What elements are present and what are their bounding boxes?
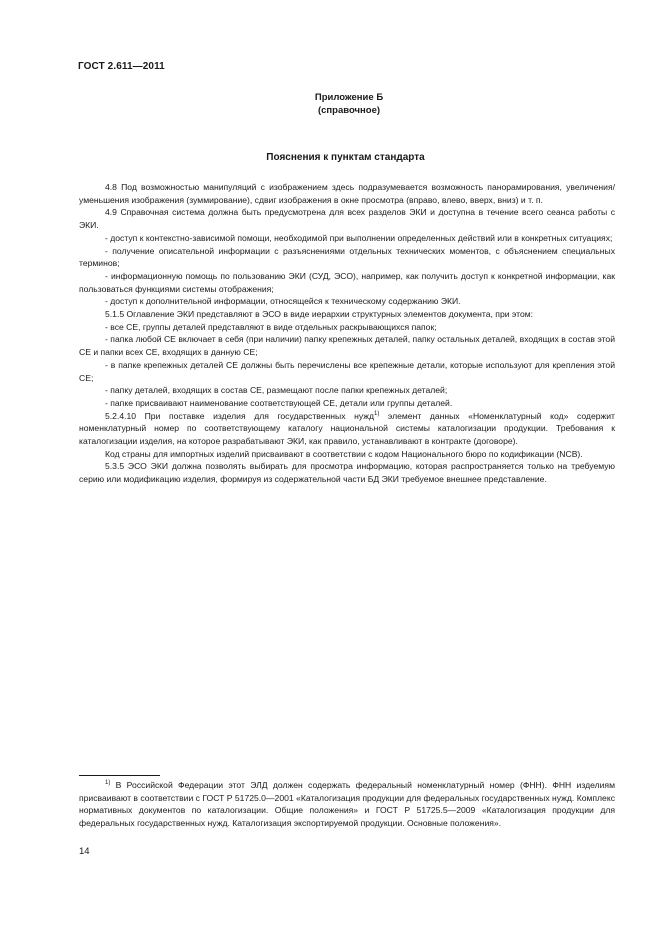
- footnote-text: [79, 779, 615, 829]
- paragraph-4-8: 4.8 Под возможностью манипуляций с изображением здесь подразумевается возможность панорамирования, увеличения/уменьшения изображения (зуммирование), сдвиг изображения в окне просмотра (вправо, влево, вверх, вниз) и т. п.: [79, 182, 615, 205]
- list-item: - папке присваивают наименование соответствующей СЕ, детали или группы деталей.: [105, 397, 453, 408]
- appendix-subtitle: (справочное): [317, 105, 381, 116]
- list-item: - доступ к дополнительной информации, относящейся к техническому содержанию ЭКИ.: [105, 296, 461, 307]
- list-item: - информационную помощь по пользованию ЭКИ (СУД, ЭСО), например, как получить доступ к конкретной информации, как пользоваться функциями системы отображения;: [79, 270, 615, 294]
- paragraph-text: элемент данных «Номенклатурный код» содержит номенклатурный номер по соответствующему каталогу национальной системы каталогизации продукции. Требования к каталогизации изделия, на которое разрабатывают ЭКИ, как правило, устанавливают в контракте (договоре).: [79, 410, 615, 447]
- section-title: Пояснения к пунктам стандарта: [266, 152, 425, 163]
- list-item: - доступ к контекстно-зависимой помощи, необходимой при выполнении определенных действий или в конкретных ситуациях;: [105, 232, 613, 243]
- list-item: - папку деталей, входящих в состав СЕ, размещают после папки крепежных деталей;: [105, 385, 448, 396]
- paragraph-5-3-5: 5.3.5 ЭСО ЭКИ должна позволять выбирать для просмотра информацию, которая распространяется только на требуемую серию или модификацию изделия, формируя из содержательной части БД ЭКИ требуемое внешнее представление.: [79, 461, 615, 485]
- body-text: [79, 181, 615, 486]
- list-item: - в папке крепежных деталей СЕ должны быть перечислены все крепежные детали, которые используют для крепления этой СЕ;: [79, 359, 615, 383]
- list-item: - получение описательной информации с разъяснениями отдельных технических моментов, с объяснением специальных терминов;: [79, 245, 615, 269]
- footnote-body: В Российской Федерации этот ЭЛД должен содержать федеральный номенклатурный номер (ФНН). ФНН изделиям присваивают в соответствии с ГОСТ Р 51725.0—2001 «Каталогизация продукции для федеральных государственных нужд. Комплекс нормативных документов по каталогизации. Общие положения» и ГОСТ Р 51725.5—2009 «Каталогизация продукции для федеральных государственных нужд. Каталогизация экспортируемой продукции. Основные положения».: [79, 780, 615, 828]
- appendix-heading: [0, 91, 661, 117]
- paragraph-5-1-5: 5.1.5 Оглавление ЭКИ представляют в ЭСО в виде иерархии структурных элементов документа, при этом:: [105, 309, 534, 320]
- footnote-marker: 1): [105, 780, 111, 787]
- paragraph-country-code: Код страны для импортных изделий присваивают в соответствии с кодом Национального бюро по кодификации (NCB).: [105, 448, 583, 459]
- appendix-title: Приложение Б: [314, 92, 384, 103]
- footnote: [79, 779, 615, 829]
- list-item: - папка любой СЕ включает в себя (при наличии) папку крепежных деталей, папку остальных деталей, входящих в состав этой СЕ и папки всех СЕ, входящих в данную СЕ;: [79, 334, 615, 358]
- footnote-divider: [79, 775, 160, 776]
- document-header: ГОСТ 2.611—2011: [78, 61, 165, 72]
- paragraph-text: 5.2.4.10 При поставке изделия для государственных нужд: [105, 410, 374, 421]
- paragraph-5-2-4-10: [79, 410, 615, 448]
- list-item: - все СЕ, группы деталей представляют в виде отдельных раскрывающихся папок;: [105, 321, 437, 332]
- paragraph-4-9: 4.9 Справочная система должна быть предусмотрена для всех разделов ЭКИ и доступна в течение всего сеанса работы с ЭКИ.: [79, 207, 615, 231]
- page-number: 14: [79, 846, 90, 857]
- footnote-reference: 1): [373, 410, 380, 417]
